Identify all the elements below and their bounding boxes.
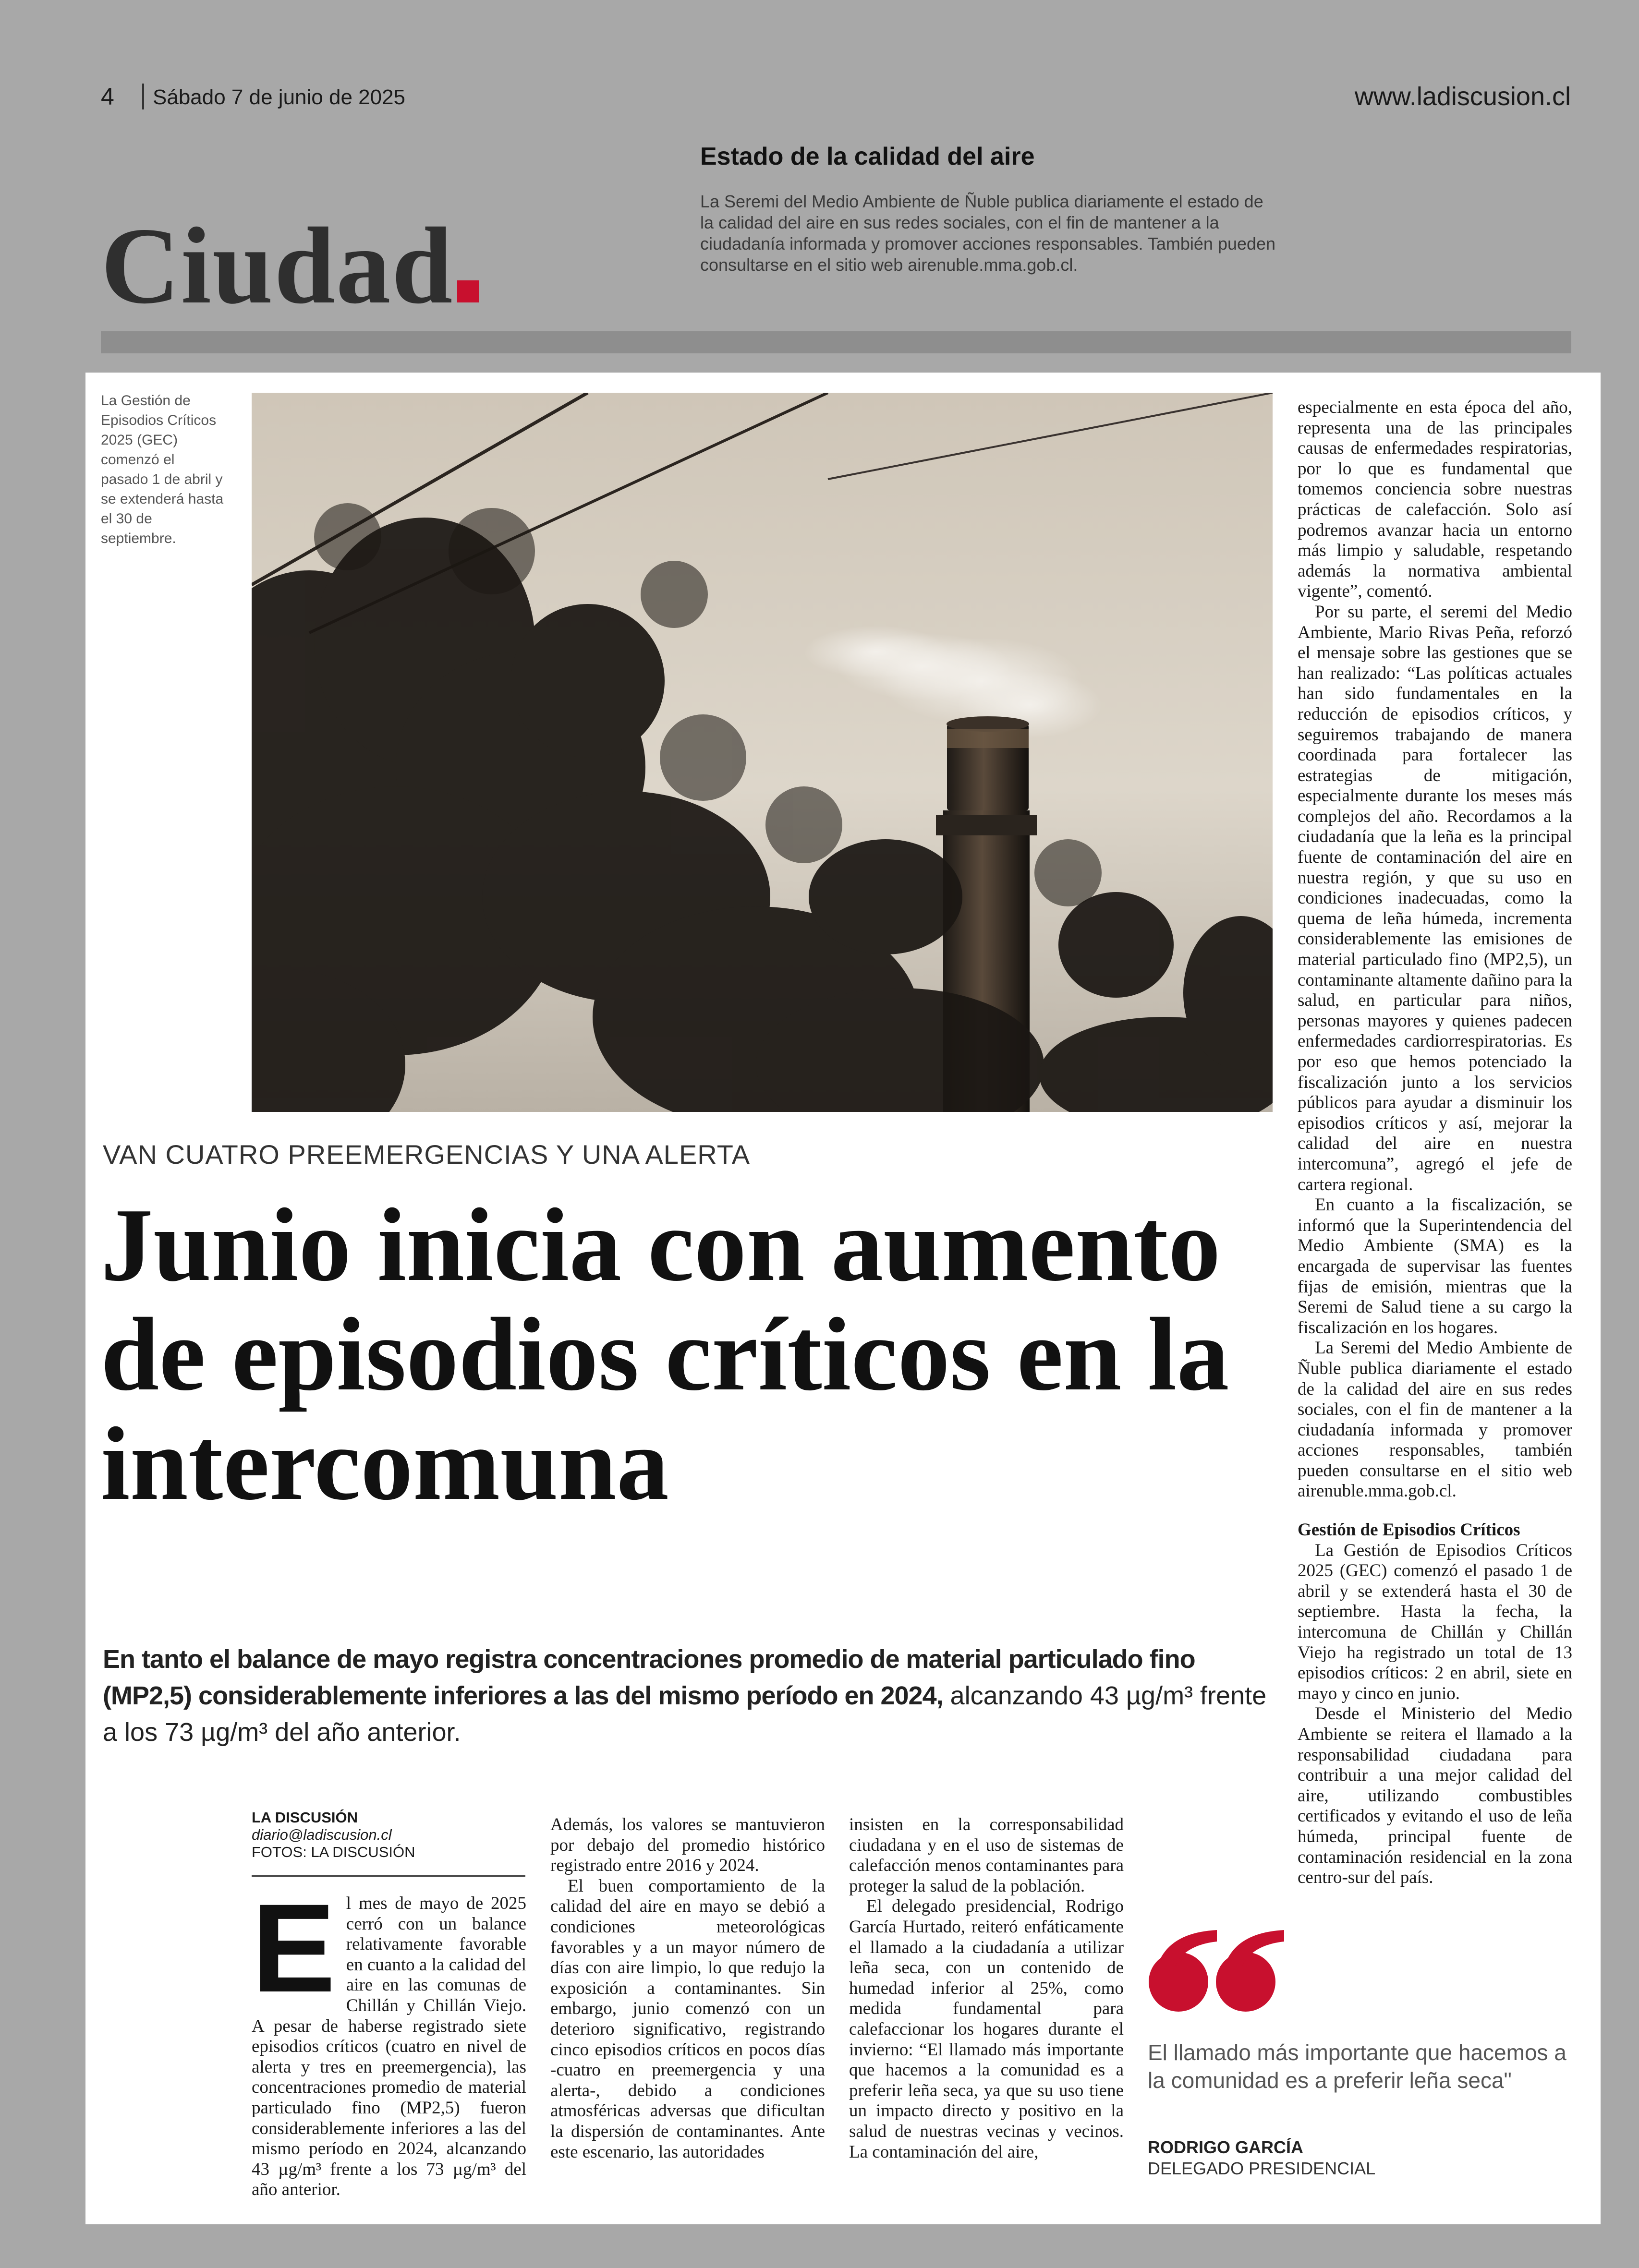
byline-photos: FOTOS: LA DISCUSIÓN [252, 1844, 415, 1860]
publication-date: Sábado 7 de junio de 2025 [153, 85, 406, 109]
body-paragraph: Desde el Ministerio del Medio Ambiente se reitera el llamado a la responsabilidad ciudadana para contribuir a una mejor calidad del aire, utilizando combustibles certificados y evitando el uso de leña húmeda, principal fuente de contaminación residencial en la zona centro-sur del país. [1298, 1704, 1572, 1888]
body-column-3 [849, 1815, 1124, 2162]
body-paragraph: En cuanto a la fiscalización, se informó que la Superintendencia del Medio Ambiente (SMA) es la encargada de supervisar las fuentes fijas de emisión, mientras que la Seremi de Salud tiene a su cargo la fiscalización en los hogares. [1298, 1195, 1572, 1338]
body-paragraph: El delegado presidencial, Rodrigo García Hurtado, reiteró enfáticamente el llamado a la ciudadanía a utilizar leña seca, con un contenido de humedad inferior al 25%, como medida fundamental para calefaccionar los hogares durante el invierno: “El llamado más importante que hacemos a la comunidad es a preferir leña seca, ya que su uso tiene un impacto directo y positivo en la salud de nuestras vecinas y vecinos. La contaminación del aire, [849, 1896, 1124, 2162]
body-paragraph: Además, los valores se mantuvieron por debajo del promedio histórico registrado entre 2016 y 2024. [550, 1815, 825, 1876]
body-column-4 [1298, 398, 1572, 1888]
body-paragraph: especialmente en esta época del año, representa una de las principales causas de enfermedades respiratorias, por lo que es fundamental que tomemos conciencia sobre nuestras prácticas de calefacción. Solo así podremos avanzar hacia un entorno más limpio y saludable, respetando además la normativa ambiental vigente”, comentó. [1298, 398, 1572, 602]
deck-regular: alcanzando 43 µg/m³ frente a los 73 µg/m³ del año anterior. [103, 1681, 1267, 1747]
article-headline: Junio inicia con aumento de episodios críticos en la intercomuna [101, 1187, 1229, 1522]
article-kicker: VAN CUATRO PREEMERGENCIAS Y UNA ALERTA [103, 1139, 751, 1170]
section-title: Ciudad [101, 211, 479, 321]
section-accent-dot [457, 280, 479, 302]
pull-quote-text: El llamado más importante que hacemos a la comunidad es a preferir leña seca" [1148, 2040, 1566, 2093]
byline-email[interactable]: diario@ladiscusion.cl [252, 1826, 392, 1843]
article-photo [252, 393, 1273, 1112]
body-paragraph: La Gestión de Episodios Críticos 2025 (GEC) comenzó el pasado 1 de abril y se extenderá hasta el 30 de septiembre. Hasta la fecha, la intercomuna de Chillán y Chillán Viejo ha registrado un total de 13 episodios críticos: 2 en abril, siete en mayo y cinco en junio. [1298, 1540, 1572, 1703]
header-separator [142, 84, 144, 109]
body-paragraph: insisten en la corresponsabilidad ciudadana y en el uso de sistemas de calefacción menos contaminantes para proteger la salud de la población. [849, 1815, 1124, 1896]
body-subhead: Gestión de Episodios Críticos [1298, 1520, 1520, 1540]
deck-bold: En tanto el balance de mayo registra concentraciones promedio de material particulado fino (MP2,5) considerablemente inferiores a las del mismo período en 2024, [103, 1645, 1195, 1710]
article-deck [103, 1641, 1275, 1750]
photo-caption: La Gestión de Episodios Críticos 2025 (GEC) comenzó el pasado 1 de abril y se extenderá hasta el 30 de septiembre. [101, 393, 224, 546]
drop-cap: E [252, 1878, 336, 2018]
body-paragraph: La Seremi del Medio Ambiente de Ñuble publica diariamente el estado de la calidad del aire en sus redes sociales, con el fin de mantener a la ciudadanía informada y promover acciones responsables, también pueden consultarse en el sitio web airenuble.mma.gob.cl. [1298, 1338, 1572, 1501]
header-rule [101, 331, 1571, 353]
page-number: 4 [101, 83, 114, 110]
info-box-title: Estado de la calidad del aire [700, 143, 1035, 170]
body-paragraph: El mes de mayo de 2025 cerró con un balance relativamente favorable en cuanto a la calidad del aire en las comunas de Chillán y Chillán Viejo. A pesar de haberse registrado siete episodios críticos (cuatro en nivel de alerta y tres en preemergencia), las concentraciones promedio de material particulado fino (MP2,5) fueron considerablemente inferiores a las del mismo período en 2024, alcanzando 43 µg/m³ frente a los 73 µg/m³ del año anterior. [252, 1878, 526, 2200]
body-column-1 [252, 1878, 526, 2200]
quote-mark-icon [1145, 1925, 1284, 2021]
body-paragraph: Por su parte, el seremi del Medio Ambiente, Mario Rivas Peña, reforzó el mensaje sobre las gestiones que se han realizado: “Las políticas actuales han sido fundamentales en la reducción de episodios críticos, y seguiremos trabajando de manera coordinada para fortalecer las estrategias de mitigación, especialmente durante los meses más complejos del año. Recordamos a la ciudadanía que la leña es la principal fuente de contaminación del aire en nuestra región, y que su uso en condiciones inadecuadas, como la quema de leña húmeda, incrementa considerablemente las emisiones de material particulado fino (MP2,5), un contaminante altamente dañino para la salud, en particular para niños, personas mayores y quienes padecen enfermedades cardiorrespiratorias. Es por eso que hemos potenciado la fiscalización junto a los servicios públicos para ayudar a disminuir los episodios críticos y así, mejorar la calidad del aire en nuestra intercomuna”, agregó el jefe de cartera regional. [1298, 602, 1572, 1194]
chimney-smoke-photo [252, 393, 1273, 1112]
body-column-2 [550, 1815, 825, 2162]
pull-quote-role: DELEGADO PRESIDENCIAL [1148, 2159, 1376, 2178]
body-paragraph: El buen comportamiento de la calidad del aire en mayo se debió a condiciones meteorológicas favorables y a un mayor número de días con aire limpio, lo que redujo la exposición a contaminantes. Sin embargo, junio comenzó con un deterioro significativo, registrando cinco episodios críticos en pocos días -cuatro en preemergencia y una alerta-, debido a condiciones atmosféricas adversas que dificultan la dispersión de contaminantes. Ante este escenario, las autoridades [550, 1876, 825, 2162]
website-link[interactable]: www.ladiscusion.cl [1354, 82, 1571, 111]
byline [252, 1809, 525, 1861]
pull-quote-name: RODRIGO GARCÍA [1148, 2137, 1303, 2157]
byline-rule [252, 1875, 525, 1877]
byline-source: LA DISCUSIÓN [252, 1809, 358, 1826]
info-box-text: La Seremi del Medio Ambiente de Ñuble publica diariamente el estado de la calidad del aire en sus redes sociales, con el fin de mantener a la ciudadanía informada y promover acciones responsables. También pueden consultarse en el sitio web airenuble.mma.gob.cl. [700, 192, 1276, 275]
